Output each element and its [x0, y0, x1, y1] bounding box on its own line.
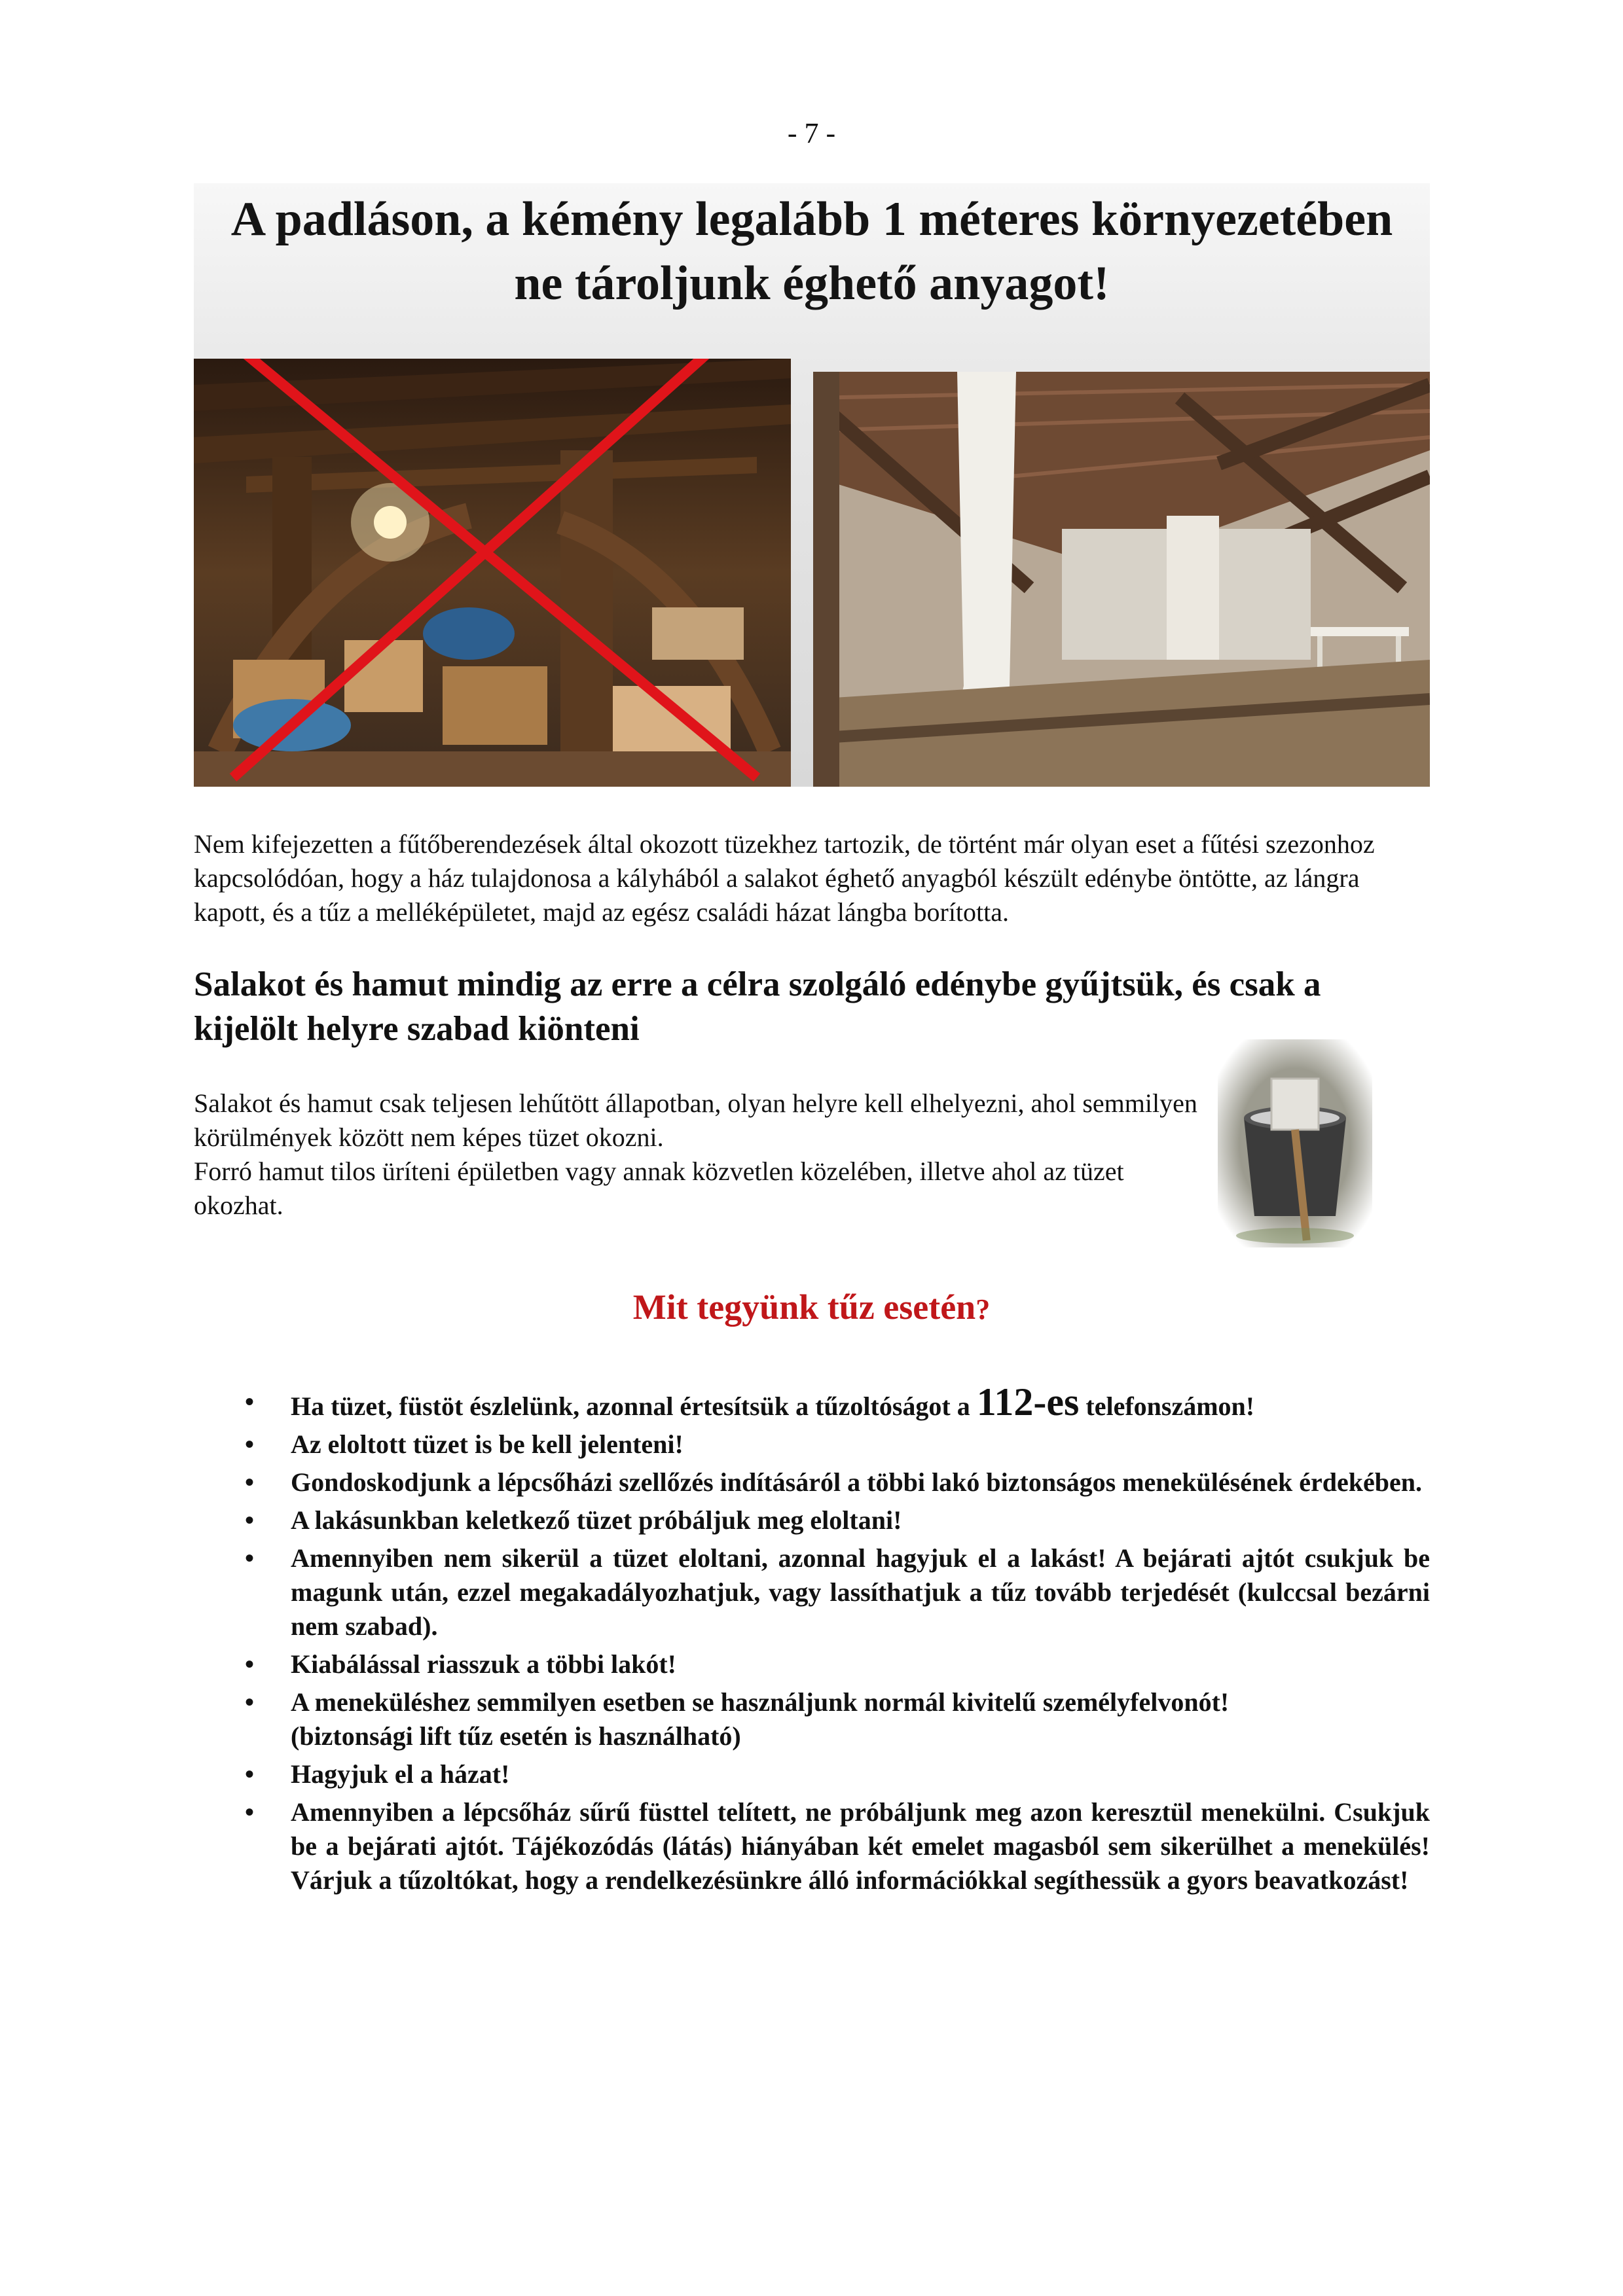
item-4: A lakásunkban keletkező tüzet próbáljuk meg eloltani! — [291, 1505, 902, 1535]
page-number: - 7 - — [787, 117, 836, 149]
bullet: • — [245, 1543, 255, 1573]
attic-warning-banner — [194, 183, 1430, 787]
ash-bucket-photo — [1218, 1039, 1372, 1247]
banner-title-line1: A padláson, a kémény legalább 1 méteres környezetében — [230, 192, 1393, 246]
banner-title — [194, 187, 1430, 315]
ash-text — [194, 1086, 1202, 1223]
cluttered-attic-photo — [194, 359, 791, 787]
item-1-post: telefonszámon! — [1079, 1391, 1255, 1421]
item-6: Kiabálással riasszuk a többi lakót! — [291, 1649, 677, 1679]
intro-paragraph: Nem kifejezetten a fűtőberendezések által okozott tüzekhez tartozik, de történt már olyan eset a fűtési szezonhoz kapcsolódóan, hogy a ház tulajdonosa a kályhából a salakot éghető anyagból készült edénybe öntötte, az lángra kapott, és a tűz a melléképületet, majd az egész családi házat lángba borította. — [194, 829, 1375, 927]
banner-title-line2: ne tároljunk éghető anyagot! — [514, 257, 1110, 310]
bullet: • — [245, 1687, 255, 1717]
list-item — [194, 1503, 1430, 1537]
fire-title-text: Mit tegyünk tűz esetén — [632, 1287, 976, 1327]
list-item — [194, 1795, 1430, 1897]
list-item — [194, 1541, 1430, 1643]
item-1-pre: Ha tüzet, füstöt észlelünk, azonnal értesítsük a tűzoltóságot a — [291, 1391, 977, 1421]
bullet: • — [245, 1797, 255, 1827]
emergency-number: 112-es — [976, 1380, 1080, 1424]
bullet: • — [245, 1505, 255, 1535]
ash-paragraph-2: Forró hamut tilos üríteni épületben vagy annak közvetlen közelében, illetve ahol az tüzet okozhat. — [194, 1157, 1124, 1220]
fire-title-question-mark: ? — [976, 1293, 991, 1325]
item-7a: A meneküléshez semmilyen esetben se használjunk normál kivitelű személyfelvonót! — [291, 1687, 1230, 1717]
bullet: • — [245, 1759, 255, 1789]
bullet: • — [245, 1467, 255, 1497]
bullet: • — [245, 1387, 255, 1416]
ash-paragraph-1: Salakot és hamut csak teljesen lehűtött állapotban, olyan helyre kell elhelyezni, ahol semmilyen körülmények között nem képes tüzet okozni. — [194, 1088, 1197, 1152]
list-item — [194, 1757, 1430, 1791]
fire-section-title — [0, 1287, 1623, 1327]
item-5: Amennyiben nem sikerül a tüzet eloltani, azonnal hagyjuk el a lakást! A bejárati ajtót csukjuk be magunk után, ezzel megakadályozhatjuk, vagy lassíthatjuk a tűz tovább terjedését (kulccsal bezárni nem szabad). — [291, 1543, 1430, 1641]
item-7b: (biztonsági lift tűz esetén is használható) — [291, 1721, 741, 1751]
bullet: • — [245, 1649, 255, 1679]
list-item — [194, 1380, 1430, 1424]
fire-instructions-list — [194, 1380, 1430, 1901]
list-item — [194, 1465, 1430, 1499]
clean-attic-photo — [813, 372, 1430, 787]
item-2: Az eloltott tüzet is be kell jelenteni! — [291, 1429, 684, 1459]
item-8: Hagyjuk el a házat! — [291, 1759, 510, 1789]
bullet: • — [245, 1429, 255, 1459]
item-3: Gondoskodjunk a lépcsőházi szellőzés indításáról a többi lakó biztonságos menekülésének érdekében. — [291, 1467, 1422, 1497]
item-9: Amennyiben a lépcsőház sűrű füsttel telített, ne próbáljunk meg azon keresztül menekülni. Csukjuk be a bejárati ajtót. Tájékozódás (látás) hiányában két emelet magasból sem sikerülhet a menekülés! Várjuk a tűzoltókat, hogy a rendelkezésünkre álló információkkal segíthessük a gyors beavatkozást! — [291, 1797, 1430, 1895]
list-item — [194, 1685, 1430, 1753]
ash-heading: Salakot és hamut mindig az erre a célra szolgáló edénybe gyűjtsük, és csak a kijelölt helyre szabad kiönteni — [194, 965, 1321, 1048]
list-item — [194, 1647, 1430, 1681]
list-item — [194, 1427, 1430, 1462]
